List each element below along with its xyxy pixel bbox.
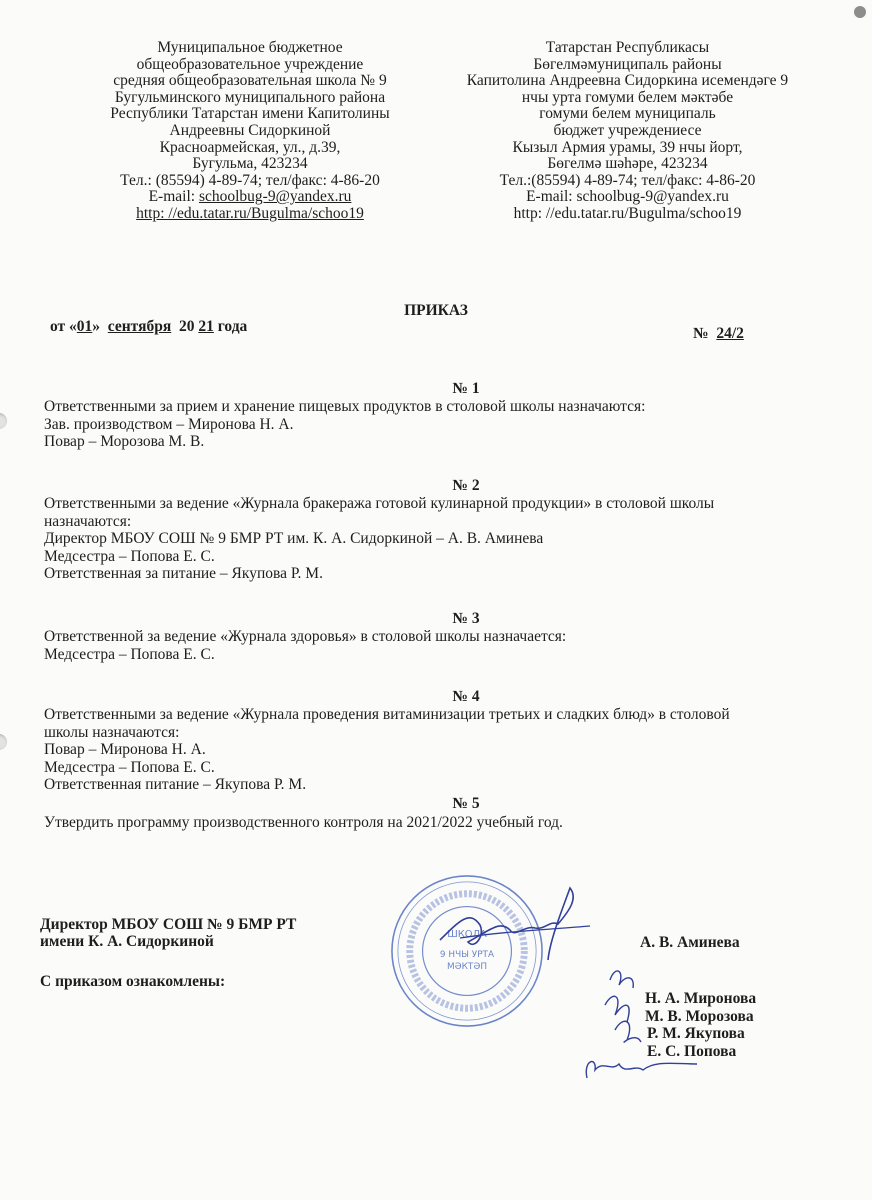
- date-month: сентября: [107, 318, 172, 335]
- section-3-body: [44, 628, 824, 663]
- email-link[interactable]: schoolbug-9@yandex.ru: [198, 188, 352, 206]
- section-3-number: № 3: [452, 610, 480, 627]
- section-5-number: № 5: [452, 795, 480, 812]
- header-left-line: Бугульминского муниципального района: [114, 88, 386, 106]
- section-line: Ответственная за питание – Якупова Р. М.: [44, 565, 323, 583]
- section-4-number: № 4: [452, 688, 480, 705]
- header-right-line: Бөгелмә шәһәре, 423234: [547, 155, 708, 173]
- header-left: [70, 40, 430, 223]
- director-signature: [430, 880, 600, 970]
- date-day: 01: [76, 318, 93, 335]
- signature-stroke: [440, 888, 573, 960]
- director-title-line: Директор МБОУ СОШ № 9 БМР РТ: [40, 916, 297, 933]
- punch-hole-mark: [0, 734, 7, 750]
- signature-stroke: [615, 1021, 641, 1042]
- header-right: [430, 40, 825, 223]
- director-title: [40, 916, 296, 950]
- website-link[interactable]: http: //edu.tatar.ru/Bugulma/schoo19: [136, 204, 364, 222]
- section-4-body: [44, 706, 824, 794]
- header-right-line: Татарстан Республикасы: [545, 39, 710, 56]
- section-1-body: [44, 398, 824, 451]
- header-right-line: гомуми белем муниципаль: [539, 105, 716, 123]
- signature-stroke: [610, 971, 633, 988]
- signature-stroke: [605, 996, 629, 1022]
- acquainted-signatures: [575, 960, 705, 1090]
- section-number: [0, 688, 872, 706]
- header-right-line: бюджет учреждениесе: [553, 121, 702, 139]
- director-name: А. В. Аминева: [640, 934, 740, 951]
- punch-hole-mark: [0, 413, 7, 429]
- section-line: Повар – Миронова Н. А.: [44, 741, 206, 759]
- signature-stroke: [586, 1062, 697, 1078]
- section-line: Ответственными за прием и хранение пищевых продуктов в столовой школы назначаются:: [44, 398, 646, 415]
- date-year-prefix: 20: [171, 318, 199, 335]
- header-right-line: Кызыл Армия урамы, 39 нчы йорт,: [512, 138, 743, 156]
- date-day-suffix: »: [92, 318, 108, 335]
- section-line: Утвердить программу производственного контроля на 2021/2022 учебный год.: [44, 814, 563, 831]
- section-line: Ответственными за ведение «Журнала проведения витаминизации третьих и сладких блюд» в столовой: [44, 706, 730, 723]
- header-left-line: средняя общеобразовательная школа № 9: [113, 72, 387, 90]
- acquainted-label: С приказом ознакомлены:: [40, 973, 226, 990]
- acquainted-name: М. В. Морозова: [645, 1007, 754, 1025]
- section-number: [0, 610, 872, 628]
- header-right-line: Тел.:(85594) 4-89-74; тел/факс: 4-86-20: [499, 171, 756, 189]
- order-number-prefix: №: [693, 325, 717, 342]
- acquainted-name: Е. С. Попова: [647, 1042, 737, 1060]
- email-prefix: E-mail:: [148, 188, 199, 206]
- section-line: Медсестра – Попова Е. С.: [44, 547, 215, 565]
- section-5-body: [44, 814, 824, 832]
- date-prefix: от «: [50, 318, 77, 335]
- acquainted-name: Р. М. Якупова: [647, 1025, 745, 1042]
- stamp-center-text: ШКОЛА: [447, 929, 487, 941]
- header-left-line: Муниципальное бюджетное: [157, 39, 343, 56]
- section-line: Ответственными за ведение «Журнала бракеража готовой кулинарной продукции» в столовой школы: [44, 495, 715, 512]
- header-right-line: Бөгелмәмуниципаль районы: [533, 55, 722, 73]
- document-title: ПРИКАЗ: [404, 302, 468, 319]
- header-right-line: Капитолина Андреевна Сидоркина исемендәге 9: [466, 72, 789, 90]
- section-line: Медсестра – Попова Е. С.: [44, 645, 215, 663]
- section-line: Зав. производством – Миронова Н. А.: [44, 415, 294, 433]
- section-line: школы назначаются:: [44, 723, 180, 741]
- header-left-line: Бугульма, 423234: [192, 155, 308, 173]
- section-line: назначаются:: [44, 512, 132, 530]
- header-right-line: E-mail: schoolbug-9@yandex.ru: [526, 188, 729, 206]
- date-year-suffix: года: [213, 318, 248, 335]
- scan-mark: [854, 6, 866, 18]
- header-left-line: Андреевны Сидоркиной: [169, 121, 331, 139]
- section-1-number: № 1: [452, 380, 480, 397]
- section-line: Медсестра – Попова Е. С.: [44, 758, 215, 776]
- section-number: [0, 477, 872, 495]
- header-left-line: Тел.: (85594) 4-89-74; тел/факс: 4-86-20: [120, 171, 380, 189]
- stamp-center-text: 9 НЧЫ УРТА: [439, 949, 495, 960]
- acquainted-name: Н. А. Миронова: [645, 990, 757, 1007]
- section-line: Повар – Морозова М. В.: [44, 433, 205, 451]
- date-year: 21: [198, 318, 214, 335]
- section-number: [0, 795, 872, 813]
- section-2-body: [44, 495, 824, 583]
- header-right-line: нчы урта гомуми белем мәктәбе: [521, 88, 734, 106]
- header-left-line: Республики Татарстан имени Капитолины: [110, 105, 390, 123]
- header-left-email-line: [70, 189, 430, 206]
- section-line: Директор МБОУ СОШ № 9 БМР РТ им. К. А. Сидоркиной – А. В. Аминева: [44, 530, 544, 548]
- stamp-center-text: МӘКТӘП: [446, 961, 488, 972]
- director-title-line: имени К. А. Сидоркиной: [40, 933, 214, 950]
- header-left-line: Красноармейская, ул., д.39,: [159, 138, 341, 156]
- section-number: [0, 380, 872, 398]
- order-number-value: 24/2: [716, 325, 744, 342]
- order-date: [50, 318, 247, 336]
- header-right-line: http: //edu.tatar.ru/Bugulma/schoo19: [513, 204, 742, 222]
- order-number: [693, 325, 744, 343]
- section-line: Ответственная питание – Якупова Р. М.: [44, 776, 307, 794]
- section-line: Ответственной за ведение «Журнала здоровья» в столовой школы назначается:: [44, 628, 567, 645]
- header-left-line: общеобразовательное учреждение: [136, 55, 364, 73]
- section-2-number: № 2: [452, 477, 480, 494]
